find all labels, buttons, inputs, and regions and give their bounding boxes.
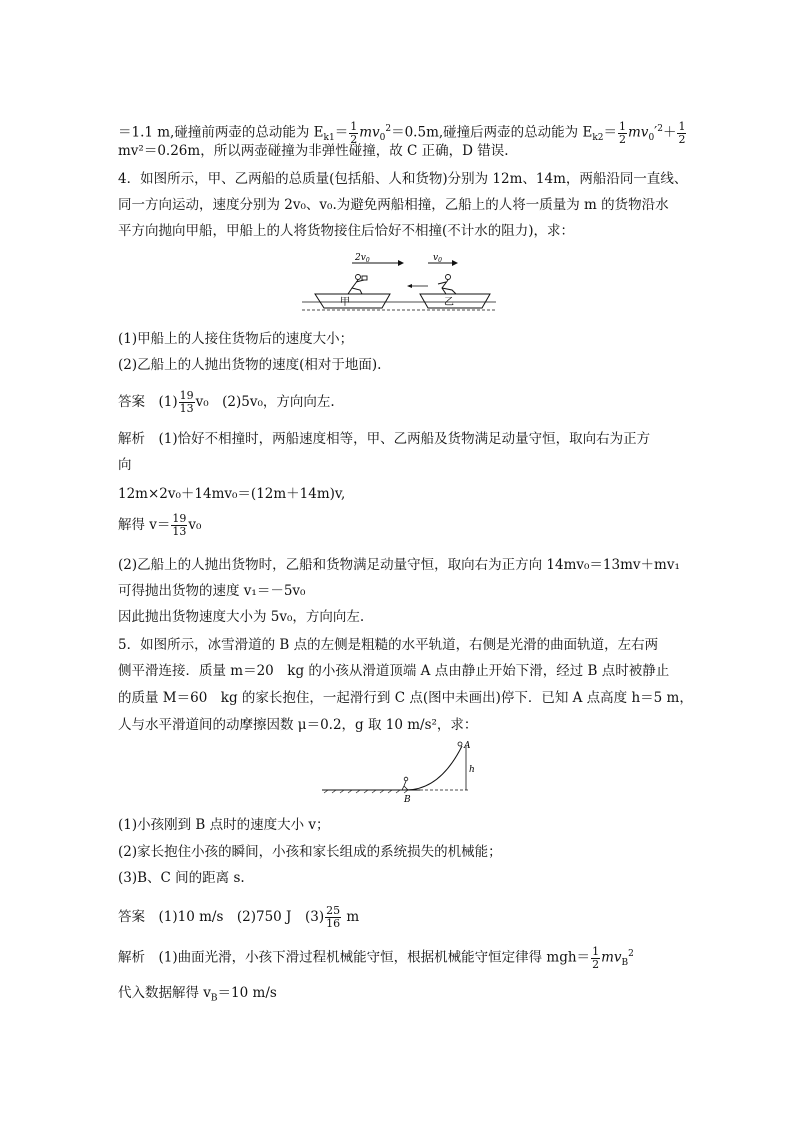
boat-jia	[315, 275, 390, 309]
fraction-numerator: 19	[179, 389, 194, 402]
fraction-numerator: 1	[678, 119, 686, 133]
text-run: ＝	[334, 124, 349, 141]
text-run: v₀ (2)5v₀，方向向左.	[195, 394, 335, 410]
solution-4: 12m×2v₀＋14mv₀＝(12m＋14m)v,	[118, 486, 346, 502]
solution-5	[118, 945, 634, 972]
fraction-denominator: 13	[172, 525, 187, 538]
problem-4-text: 平方向抛向甲船，甲船上的人将货物接住后恰好不相撞(不计水的阻力)，求：	[118, 223, 575, 239]
height-label-h: h	[469, 765, 475, 775]
fraction-numerator: 1	[619, 119, 626, 133]
boat-label-yi: 乙	[444, 297, 454, 308]
text-run: 答案 (1)10 m/s (2)750 J (3)	[118, 909, 325, 925]
problem-4-text: 同一方向运动，速度分别为 2v₀、v₀.为避免两船相撞，乙船上的人将一质量为 m 的货物沿水	[118, 197, 669, 213]
text-run: ＝0.5m,碰撞后两壶的总动能为 E	[391, 124, 593, 141]
question-5-2: (2)家长抱住小孩的瞬间，小孩和家长组成的系统损失的机械能；	[118, 844, 502, 860]
fraction-denominator: 2	[592, 957, 600, 971]
fraction-denominator: 2	[678, 132, 686, 146]
velocity-label-right: $v_0$	[433, 253, 442, 264]
text-run: mv	[601, 949, 622, 966]
problem-4-text: 4．如图所示，甲、乙两船的总质量(包括船、人和货物)分别为 12m、14m，两船沿同一直线、	[118, 171, 688, 187]
fraction	[591, 946, 600, 971]
point-label-b: B	[404, 795, 411, 805]
fraction	[179, 390, 195, 415]
problem-5-text: 5．如图所示，冰雪滑道的 B 点的左侧是粗糙的水平轨道，右侧是光滑的曲面轨道，左右两	[118, 637, 659, 653]
fraction	[677, 121, 686, 146]
question-5-1: (1)小孩刚到 B 点时的速度大小 v；	[118, 817, 330, 833]
question-5-3: (3)B、C 间的距离 s.	[118, 870, 245, 886]
text-run: 答案 (1)	[118, 394, 178, 410]
solution-4: 向	[118, 457, 132, 473]
text-run: 解析 (1)曲面光滑，小孩下滑过程机械能守恒，根据机械能守恒定律得 mgh＝	[118, 949, 591, 966]
adult-figure	[402, 777, 408, 790]
text-run: ＝1.1 m,碰撞前两壶的总动能为 E	[118, 124, 324, 141]
solution-4: 因此抛出货物速度大小为 5v₀，方向向左.	[118, 609, 365, 625]
problem-5-text: 侧平滑连接．质量 m＝20 kg 的小孩从滑道顶端 A 点由静止开始下滑，经过 B 点时被静止	[118, 663, 670, 679]
subscript: k1	[323, 133, 335, 144]
superscript: 2	[657, 124, 663, 134]
answer-5	[118, 905, 359, 930]
subscript: 0	[379, 133, 386, 144]
fraction-numerator: 1	[350, 119, 358, 133]
child-figure	[458, 742, 462, 746]
boat-label-jia: 甲	[340, 297, 350, 308]
text-run: ＝10 m/s	[217, 985, 277, 1001]
fraction-numerator: 19	[172, 512, 187, 525]
text-run: ＝	[603, 124, 617, 141]
text-run: mv	[359, 124, 380, 141]
question-4-1: (1)甲船上的人接住货物后的速度大小；	[118, 331, 354, 347]
problem-5-text: 人与水平滑道间的动摩擦因数 μ＝0.2，g 取 10 m/s²，求：	[118, 717, 478, 733]
solution-4: (2)乙船上的人抛出货物时，乙船和货物满足动量守恒，取向右为正方向 14mv₀＝13mv＋mv₁	[118, 557, 680, 573]
superscript: 2	[628, 949, 634, 959]
curved-track	[406, 746, 462, 790]
fraction-denominator: 2	[619, 132, 626, 146]
fraction-numerator: 25	[326, 904, 341, 917]
solution-5	[118, 984, 277, 1008]
superscript: 2	[385, 124, 392, 134]
fraction	[171, 513, 187, 538]
subscript: k2	[592, 133, 604, 144]
text-run: ＋	[662, 124, 677, 141]
text-run: 解得 v＝	[118, 517, 171, 533]
point-label-a: A	[464, 741, 471, 751]
fraction	[325, 905, 341, 930]
boats-figure	[300, 250, 500, 320]
text-run: m	[342, 909, 360, 925]
solution-4: 可得抛出货物的速度 v₁＝－5v₀	[118, 583, 306, 599]
fraction	[618, 121, 627, 146]
problem-5-text: 的质量 M＝60 kg 的家长抱住，一起滑行到 C 点(图中未画出)停下．已知 A 点高度 h＝5 m，	[118, 690, 693, 706]
subscript: B	[621, 958, 629, 969]
fraction-denominator: 13	[179, 402, 194, 415]
solution-4	[118, 513, 201, 538]
subscript: B	[210, 993, 218, 1004]
velocity-label-left: $2v_0$	[355, 253, 370, 264]
ski-slope-figure	[320, 738, 480, 808]
text-run: v₀	[188, 517, 202, 533]
answer-4	[118, 390, 335, 415]
subscript: 0	[648, 133, 655, 144]
text-run: ′	[654, 124, 658, 141]
text-run: 代入数据解得 v	[118, 985, 211, 1001]
fraction-denominator: 2	[350, 132, 358, 146]
fraction-denominator: 16	[326, 917, 341, 930]
question-4-2: (2)乙船上的人抛出货物的速度(相对于地面).	[118, 357, 382, 373]
text-run: mv	[628, 124, 649, 141]
fraction-numerator: 1	[592, 944, 600, 958]
solution-4: 解析 (1)恰好不相撞时，两船速度相等，甲、乙两船及货物满足动量守恒，取向右为正方	[118, 431, 651, 447]
text-line: mv²＝0.26m，所以两壶碰撞为非弹性碰撞，故 C 正确，D 错误.	[118, 143, 509, 159]
